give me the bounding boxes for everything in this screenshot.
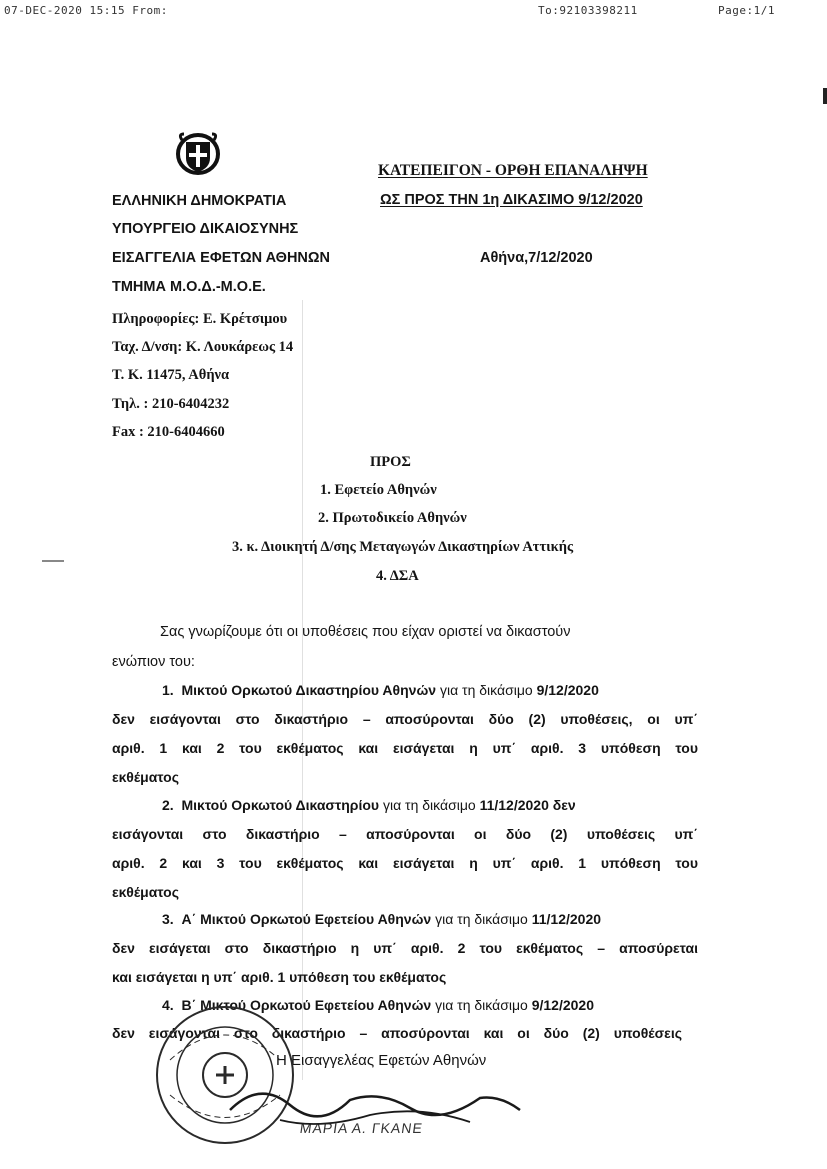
item-1-number: 1.	[162, 682, 174, 698]
sender-republic: ΕΛΛΗΝΙΚΗ ΔΗΜΟΚΡΑΤΙΑ	[112, 193, 287, 209]
document-date: Αθήνα,7/12/2020	[480, 250, 593, 266]
item-2-for: για τη δικάσιμο	[379, 797, 480, 813]
urgent-subheading: ΩΣ ΠΡΟΣ ΤΗΝ 1η ΔΙΚΑΣΙΜΟ 9/12/2020	[380, 192, 643, 208]
fax-recipient-number: To:92103398211	[538, 4, 638, 17]
scan-edge-mark	[823, 88, 827, 104]
item-2-number: 2.	[162, 797, 174, 813]
fax-datetime: 07-DEC-2020 15:15 From:	[4, 4, 168, 17]
item-2-court: Μικτού Ορκωτού Δικαστηρίου	[181, 797, 380, 813]
recipient-1: 1. Εφετείο Αθηνών	[320, 482, 437, 498]
item-2-line-2: εισάγονται στο δικαστήριο – αποσύρονται οι δύο (2) υποθέσεις υπ΄	[112, 826, 698, 842]
sender-ministry: ΥΠΟΥΡΓΕΙΟ ΔΙΚΑΙΟΣΥΝΗΣ	[112, 221, 299, 237]
contact-phone: Τηλ. : 210-6404232	[112, 396, 230, 412]
signatory-title: Η Εισαγγελέας Εφετών Αθηνών	[276, 1052, 487, 1069]
item-3-date: 11/12/2020	[531, 911, 602, 927]
recipient-3: 3. κ. Διοικητή Δ/σης Μεταγωγών Δικαστηρίων Αττικής	[232, 539, 574, 555]
sender-prosecutor-office: ΕΙΣΑΓΓΕΛΙΑ ΕΦΕΤΩΝ ΑΘΗΝΩΝ	[112, 250, 331, 266]
recipient-2: 2. Πρωτοδικείο Αθηνών	[318, 510, 467, 526]
urgent-heading: ΚΑΤΕΠΕΙΓΟΝ - ΟΡΘΗ ΕΠΑΝΑΛΗΨΗ	[378, 162, 648, 179]
item-3-line-2: δεν εισάγεται στο δικαστήριο η υπ΄ αριθ. 2 του εκθέματος – αποσύρεται	[112, 940, 698, 956]
sender-department: ΤΜΗΜΑ Μ.Ο.Δ.-Μ.Ο.Ε.	[112, 279, 266, 295]
item-4-number: 4.	[162, 997, 174, 1013]
fax-page-number: Page:1/1	[718, 4, 775, 17]
item-3-line-1	[162, 911, 601, 927]
item-4-line-2: δεν εισάγονται στο δικαστήριο – αποσύρονται και οι δύο (2) υποθέσεις	[112, 1025, 682, 1041]
item-3-court: Α΄ Μικτού Ορκωτού Εφετείου Αθηνών	[181, 911, 432, 927]
item-3-line-3: και εισάγεται η υπ΄ αριθ. 1 υπόθεση του εκθέματος	[112, 969, 447, 985]
handwritten-signature	[220, 1070, 540, 1140]
signatory-name: ΜΑΡΙΑ Α. ΓΚΑΝΕ	[298, 1120, 424, 1136]
item-1-line-2: δεν εισάγονται στο δικαστήριο – αποσύρονται δύο (2) υποθέσεις, οι υπ΄	[112, 711, 698, 727]
item-1-line-3: αριθ. 1 και 2 του εκθέματος και εισάγεται η υπ΄ αριθ. 3 υπόθεση του	[112, 740, 698, 756]
scan-artifact	[42, 560, 64, 562]
recipients-heading: ΠΡΟΣ	[370, 454, 411, 470]
item-1-for: για τη δικάσιμο	[436, 682, 537, 698]
item-1-line-4: εκθέματος	[112, 769, 179, 785]
item-3-number: 3.	[162, 911, 174, 927]
intro-line-1: Σας γνωρίζουμε ότι οι υποθέσεις που είχαν οριστεί να δικαστούν	[160, 624, 571, 640]
contact-address: Ταχ. Δ/νση: Κ. Λουκάρεως 14	[112, 339, 294, 355]
item-3-for: για τη δικάσιμο	[431, 911, 532, 927]
item-1-court: Μικτού Ορκωτού Δικαστηρίου Αθηνών	[181, 682, 437, 698]
recipient-4: 4. ΔΣΑ	[376, 568, 419, 584]
item-1-date: 9/12/2020	[536, 682, 599, 698]
contact-postal: Τ. Κ. 11475, Αθήνα	[112, 367, 230, 383]
item-4-date: 9/12/2020	[531, 997, 595, 1013]
item-2-line-1	[162, 797, 576, 813]
item-4-for: για τη δικάσιμο	[431, 997, 532, 1013]
intro-line-2: ενώπιον του:	[112, 654, 195, 670]
greek-coat-of-arms-icon	[172, 130, 224, 176]
item-2-date: 11/12/2020 δεν	[479, 797, 576, 813]
item-4-court: Β΄ Μικτού Ορκωτού Εφετείου Αθηνών	[181, 997, 432, 1013]
item-2-line-3: αριθ. 2 και 3 του εκθέματος και εισάγεται η υπ΄ αριθ. 1 υπόθεση του	[112, 855, 698, 871]
item-1-line-1	[162, 682, 599, 698]
item-2-line-4: εκθέματος	[112, 884, 179, 900]
contact-info: Πληροφορίες: Ε. Κρέτσιμου	[112, 311, 288, 327]
contact-fax: Fax : 210-6404660	[112, 424, 225, 440]
